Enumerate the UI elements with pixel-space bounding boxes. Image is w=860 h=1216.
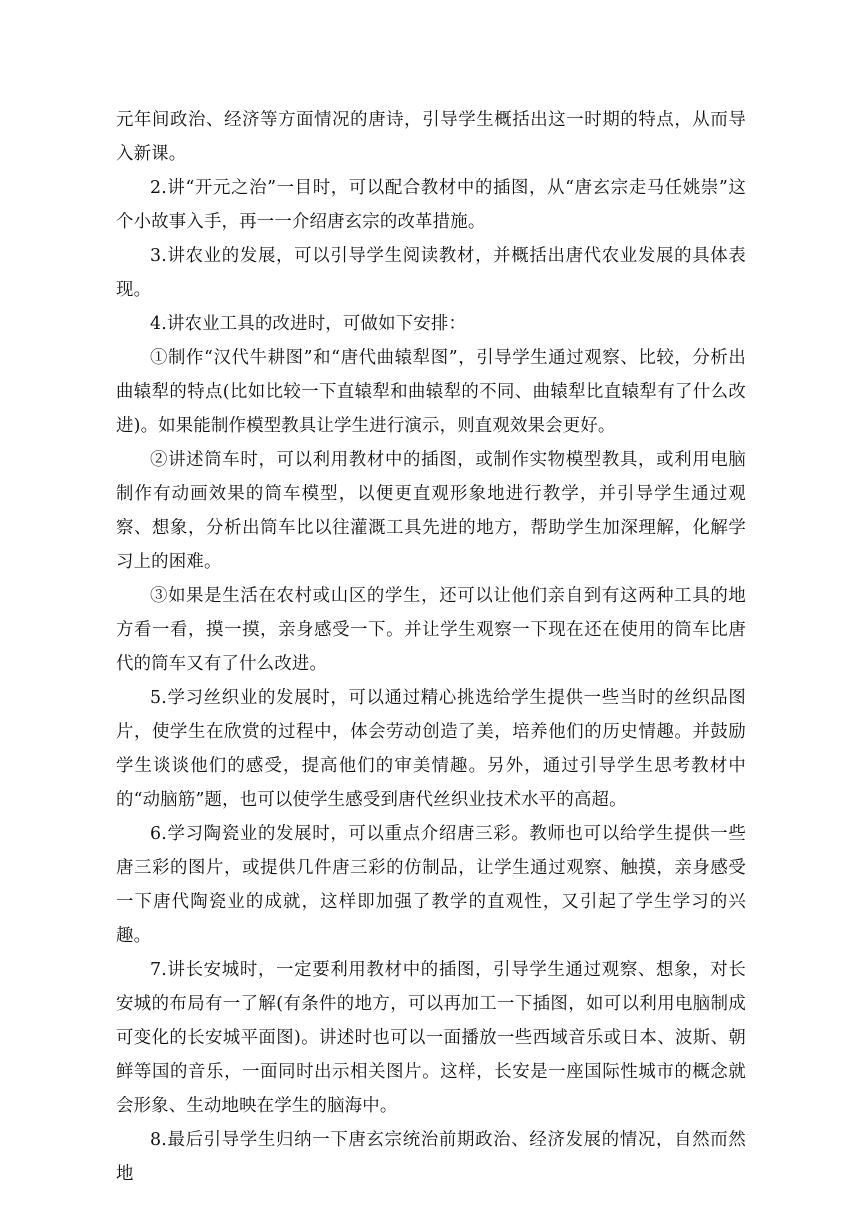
paragraph-8-summary: 8.最后引导学生归纳一下唐玄宗统治前期政治、经济发展的情况，自然而然地 [116,1130,746,1184]
paragraph-4-item-2-waterwheel: ②讲述筒车时，可以利用教材中的插图，或制作实物模型教具，或利用电脑制作有动画效果的筒车模型，以便更直观形象地进行教学，并引导学生通过观察、想象，分析出筒车比以往灌溉工具先进的地方，帮助学生加深理解，化解学习上的困难。 [116,450,746,572]
paragraph-6-ceramics: 6.学习陶瓷业的发展时，可以重点介绍唐三彩。教师也可以给学生提供一些唐三彩的图片，或提供几件唐三彩的仿制品，让学生通过观察、触摸，亲身感受一下唐代陶瓷业的成就，这样即加强了教学的直观性，又引起了学生学习的兴趣。 [116,824,746,946]
paragraph-7-changan: 7.讲长安城时，一定要利用教材中的插图，引导学生通过观察、想象，对长安城的布局有一了解(有条件的地方，可以再加工一下插图，如可以利用电脑制成可变化的长安城平面图)。讲述时也可以一面播放一些西域音乐或日本、波斯、朝鲜等国的音乐，一面同时出示相关图片。这样，长安是一座国际性城市的概念就会形象、生动地映在学生的脑海中。 [116,960,746,1116]
document-page [116,103,746,1191]
paragraph-5-silk: 5.学习丝织业的发展时，可以通过精心挑选给学生提供一些当时的丝织品图片，使学生在欣赏的过程中，体会劳动创造了美，培养他们的历史情趣。并鼓励学生谈谈他们的感受，提高他们的审美情趣。另外，通过引导学生思考教材中的“动脑筋”题，也可以使学生感受到唐代丝织业技术水平的高超。 [116,688,746,810]
paragraph-4-item-3-fieldtrip: ③如果是生活在农村或山区的学生，还可以让他们亲自到有这两种工具的地方看一看，摸一摸，亲身感受一下。并让学生观察一下现在还在使用的筒车比唐代的筒车又有了什么改进。 [116,586,746,674]
paragraph-intro-continuation: 元年间政治、经济等方面情况的唐诗，引导学生概括出这一时期的特点，从而导入新课。 [116,110,746,164]
paragraph-4-tools: 4.讲农业工具的改进时，可做如下安排： [150,314,467,334]
paragraph-4-item-1-plough: ①制作“汉代牛耕图”和“唐代曲辕犁图”，引导学生通过观察、比较，分析出曲辕犁的特点(比如比较一下直辕犁和曲辕犁的不同、曲辕犁比直辕犁有了什么改进)。如果能制作模型教具让学生进行演示，则直观效果会更好。 [116,348,746,436]
paragraph-2-kaiyuan: 2.讲“开元之治”一目时，可以配合教材中的插图，从“唐玄宗走马任姚崇”这个小故事入手，再一一介绍唐玄宗的改革措施。 [116,178,746,232]
paragraph-3-agriculture: 3.讲农业的发展，可以引导学生阅读教材，并概括出唐代农业发展的具体表现。 [116,246,746,300]
